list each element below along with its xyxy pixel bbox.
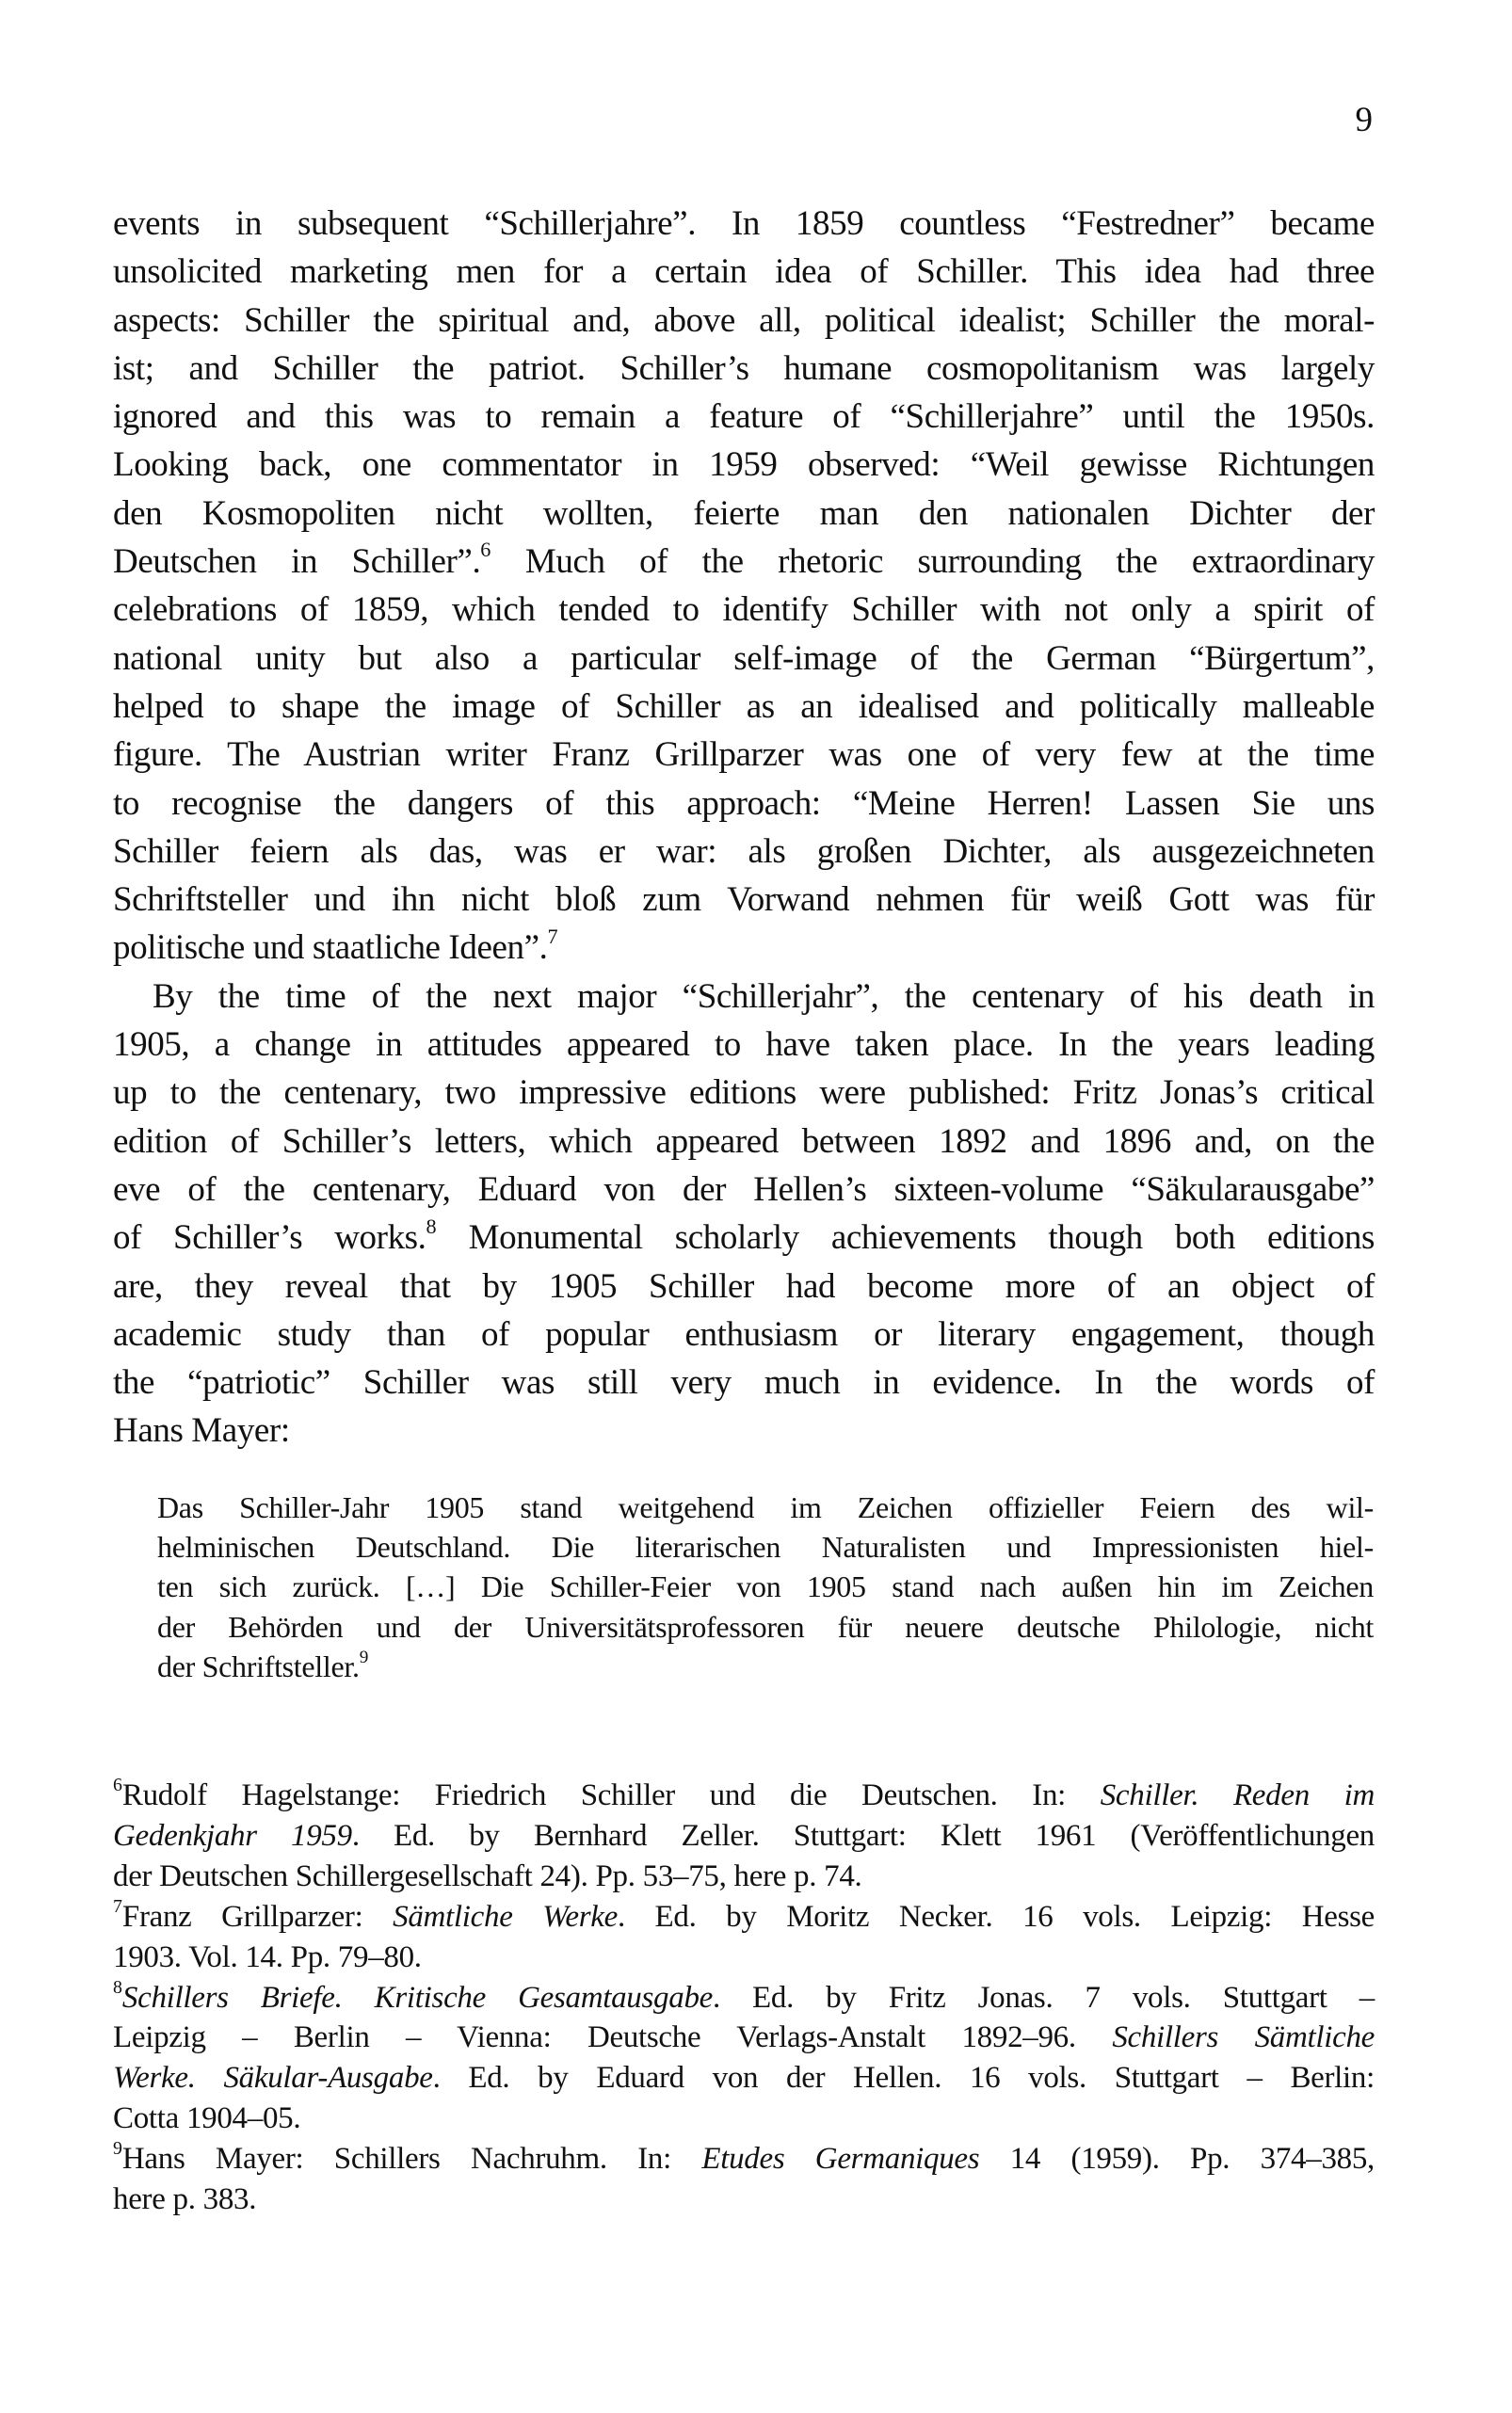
text-run: . Ed. by Moritz Necker. 16 vols. Leipzig: Hesse: [617, 1899, 1375, 1934]
text-run: ignored and this was to remain a feature of “Schillerjahre” until the 1950s.: [113, 397, 1375, 437]
footnote-marker: 9: [113, 2138, 122, 2160]
text-run: Das Schiller-Jahr 1905 stand weitgehend im Zeichen offizieller Feiern des wil-: [157, 1490, 1374, 1524]
quote-line: [157, 1488, 1374, 1527]
text-run: 14 (1959). Pp. 374–385,: [979, 2142, 1375, 2177]
text-run: here p. 383.: [113, 2182, 257, 2217]
footnotes-line: [113, 1816, 1375, 1857]
text-run: national unity but also a particular self-image of the German “Bürgertum”,: [113, 638, 1375, 678]
text-run: . Ed. by Eduard von der Hellen. 16 vols. Stuttgart – Berlin:: [432, 2061, 1375, 2096]
text-run: edition of Schiller’s letters, which appeared between 1892 and 1896 and, on the: [113, 1121, 1375, 1161]
body-line: [113, 924, 1375, 972]
body-line: [113, 973, 1375, 1021]
body-line: [113, 731, 1375, 779]
text-run: ten sich zurück. […] Die Schiller-Feier von 1905 stand nach außen hin im Zeichen: [157, 1569, 1374, 1604]
text-run: academic study than of popular enthusiasm or literary engagement, though: [113, 1314, 1375, 1354]
body-line: [113, 1214, 1375, 1262]
italic-text: Schillers Briefe. Kritische Gesamtausgabe: [121, 1980, 713, 2015]
text-run: eve of the centenary, Eduard von der Hellen’s sixteen-volume “Säkularausgabe”: [113, 1169, 1375, 1209]
text-run: figure. The Austrian writer Franz Grillparzer was one of very few at the time: [113, 735, 1375, 775]
footnote-marker: 7: [113, 1895, 122, 1917]
body-line: [113, 1359, 1375, 1407]
text-run: 1905, a change in attitudes appeared to have taken place. In the years leading: [113, 1025, 1375, 1065]
body-line: [113, 345, 1375, 393]
footnotes-line: [113, 1978, 1375, 2019]
body-line: [113, 683, 1375, 731]
body-line: [113, 780, 1375, 828]
text-run: Leipzig – Berlin – Vienna: Deutsche Verlags-Anstalt 1892–96.: [113, 2020, 1113, 2055]
text-run: helminischen Deutschland. Die literarischen Naturalisten und Impressionisten hiel-: [157, 1530, 1374, 1565]
text-run: Hans Mayer: Schillers Nachruhm. In:: [121, 2142, 702, 2177]
footnotes: [113, 1776, 1375, 2220]
text-run: events in subsequent “Schillerjahre”. In 1859 countless “Festredner” became: [113, 204, 1375, 243]
footnote-marker: 6: [480, 538, 491, 562]
body-line: [113, 1021, 1375, 1069]
body-line: [113, 490, 1375, 538]
footnotes-line: [113, 2058, 1375, 2099]
body-line: [113, 297, 1375, 345]
footnote-marker: 8: [426, 1214, 437, 1238]
text-run: Deutschen in Schiller”.: [113, 542, 481, 582]
italic-text: Schillers Sämtliche: [1112, 2020, 1375, 2055]
body-line: [113, 441, 1375, 489]
text-run: Looking back, one commentator in 1959 observed: “Weil gewisse Richtungen: [113, 445, 1375, 485]
footnote-marker: 9: [359, 1648, 369, 1668]
footnotes-line: [113, 1897, 1375, 1938]
footnote-marker: 6: [113, 1775, 122, 1796]
footnote-marker: 7: [547, 924, 558, 948]
text-run: Monumental scholarly achievements though both editions: [436, 1218, 1375, 1258]
text-run: Schiller feiern als das, was er war: als großen Dichter, als ausgezeichneten: [113, 831, 1375, 871]
italic-text: Sämtliche Werke: [393, 1899, 618, 1934]
text-run: 1903. Vol. 14. Pp. 79–80.: [113, 1939, 422, 1974]
text-run: aspects: Schiller the spiritual and, above all, political idealist; Schiller the moral-: [113, 300, 1375, 340]
body-line: [113, 1263, 1375, 1311]
italic-text: Werke. Säkular-Ausgabe: [113, 2061, 433, 2096]
text-run: the “patriotic” Schiller was still very much in evidence. In the words of: [113, 1363, 1375, 1403]
text-run: up to the centenary, two impressive editions were published: Fritz Jonas’s critical: [113, 1073, 1375, 1113]
text-run: Much of the rhetoric surrounding the extraordinary: [491, 542, 1375, 582]
text-run: celebrations of 1859, which tended to identify Schiller with not only a spirit of: [113, 590, 1375, 630]
text-run: Hans Mayer:: [113, 1411, 290, 1451]
italic-text: Schiller. Reden im: [1100, 1778, 1375, 1812]
body-line: [113, 635, 1375, 683]
text-run: of Schiller’s works.: [113, 1218, 426, 1258]
footnote-marker: 8: [113, 1976, 122, 1998]
quote-line: [157, 1527, 1374, 1567]
text-run: der Deutschen Schillergesellschaft 24). Pp. 53–75, here p. 74.: [113, 1858, 862, 1893]
body-line: [113, 393, 1375, 441]
body-line: [113, 248, 1375, 296]
body-line: [113, 876, 1375, 924]
text-run: politische und staatliche Ideen”.: [113, 928, 548, 968]
footnotes-line: [113, 2139, 1375, 2180]
text-run: ist; and Schiller the patriot. Schiller’s humane cosmopolitanism was largely: [113, 348, 1375, 388]
italic-text: Gedenkjahr 1959: [113, 1818, 352, 1853]
body-line: [113, 200, 1375, 248]
page-number: 9: [1355, 101, 1373, 139]
italic-text: Etudes Germaniques: [701, 2142, 980, 2177]
text-run: der Schriftsteller.: [157, 1649, 360, 1683]
body-text: [113, 200, 1375, 1456]
quote-line: [157, 1647, 1374, 1686]
footnotes-line: [113, 1938, 1375, 1978]
body-line: [113, 538, 1375, 586]
text-run: to recognise the dangers of this approach: “Meine Herren! Lassen Sie uns: [113, 783, 1375, 823]
body-line: [113, 1407, 1375, 1455]
text-run: unsolicited marketing men for a certain idea of Schiller. This idea had three: [113, 252, 1375, 292]
text-run: Cotta 1904–05.: [113, 2101, 301, 2136]
text-run: Rudolf Hagelstange: Friedrich Schiller und die Deutschen. In:: [121, 1778, 1101, 1812]
text-run: Schriftsteller und ihn nicht bloß zum Vorwand nehmen für weiß Gott was für: [113, 880, 1375, 920]
body-line: [113, 1118, 1375, 1166]
quote-line: [157, 1607, 1374, 1647]
text-run: Franz Grillparzer:: [121, 1899, 394, 1934]
text-run: der Behörden und der Universitätsprofessoren für neuere deutsche Philologie, nicht: [157, 1609, 1374, 1644]
body-line: [113, 828, 1375, 876]
block-quote: [157, 1488, 1374, 1686]
quote-line: [157, 1567, 1374, 1606]
body-line: [113, 586, 1375, 634]
text-run: By the time of the next major “Schillerjahr”, the centenary of his death in: [153, 976, 1375, 1016]
footnotes-line: [113, 2018, 1375, 2058]
footnotes-line: [113, 2099, 1375, 2139]
text-run: den Kosmopoliten nicht wollten, feierte man den nationalen Dichter der: [113, 493, 1375, 533]
footnotes-line: [113, 1857, 1375, 1897]
body-line: [113, 1166, 1375, 1214]
text-run: helped to shape the image of Schiller as an idealised and politically malleable: [113, 686, 1375, 726]
body-line: [113, 1069, 1375, 1117]
footnotes-line: [113, 2180, 1375, 2220]
body-line: [113, 1311, 1375, 1359]
text-run: are, they reveal that by 1905 Schiller had become more of an object of: [113, 1266, 1375, 1306]
text-run: . Ed. by Fritz Jonas. 7 vols. Stuttgart –: [713, 1980, 1375, 2015]
text-run: . Ed. by Bernhard Zeller. Stuttgart: Klett 1961 (Veröffentlichungen: [351, 1818, 1375, 1853]
footnotes-line: [113, 1776, 1375, 1816]
